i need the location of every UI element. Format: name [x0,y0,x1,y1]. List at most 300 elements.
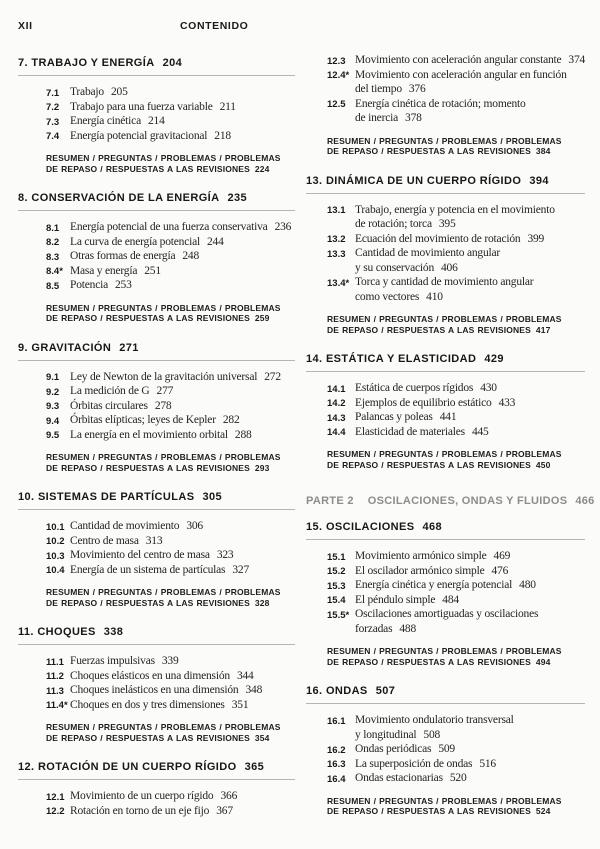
chapter-block [306,521,585,667]
summary-line-1: RESUMEN / PREGUNTAS / PROBLEMAS / PROBLEMAS [46,153,281,163]
summary-line-2-text: DE REPASO / RESPUESTAS A LAS REVISIONES [327,806,531,816]
section-page-number: 214 [147,115,165,127]
chapter-heading [18,192,295,211]
toc-entry [327,564,585,579]
chapter-title-text: 10. SISTEMAS DE PARTÍCULAS [18,491,195,503]
section-title-text: Energía cinética [70,115,141,127]
toc-entry [46,264,295,279]
section-number: 13.1 [327,205,346,216]
section-title [70,519,203,534]
toc-entry [46,129,295,144]
section-title [355,757,496,772]
section-list [46,789,295,818]
section-title-line [355,381,497,396]
toc-entry [46,683,295,698]
section-title [355,410,456,425]
section-title-line [355,68,567,83]
section-page-number: 378 [405,112,422,124]
toc-entry [46,534,295,549]
section-page-number: 218 [214,129,231,142]
summary-block [327,136,585,157]
section-number: 11.3 [46,685,64,697]
part-page-number: 466 [575,495,595,507]
section-title [70,114,165,129]
toc-entry [327,232,585,247]
section-title-line [70,669,254,684]
section-title-line [70,384,173,399]
section-title [70,100,236,115]
section-number: 12.4* [327,70,350,81]
section-title-line [70,789,237,804]
section-title-line [355,217,555,232]
section-title [70,85,128,100]
section-title-text: La medición de G [70,385,150,397]
section-title-text: Otras formas de energía [70,250,176,262]
section-title-text: Movimiento de un cuerpo rígido [70,790,214,802]
section-title-text: Potencia [70,279,108,291]
section-page-number: 344 [236,669,254,682]
section-title-line [70,85,128,100]
section-title [70,264,161,279]
section-title-text: Choques inelásticos en una dimensión [70,684,239,696]
section-page-number: 236 [274,221,292,233]
summary-line-2 [46,463,295,474]
part-heading [306,494,595,508]
summary-line-2 [327,806,585,817]
chapter-block [306,685,585,817]
section-title-text: Movimiento armónico simple [355,550,487,562]
summary-line-2-text: DE REPASO / RESPUESTAS A LAS REVISIONES [327,459,531,470]
summary-line-1: RESUMEN / PREGUNTAS / PROBLEMAS / PROBLEMAS [327,449,562,459]
toc-entry [327,381,585,396]
section-list [327,381,585,439]
running-header-title: CONTENIDO [180,20,249,32]
section-title-line [70,249,199,264]
section-title-line [70,563,249,578]
summary-block [46,153,295,174]
section-title [70,534,162,549]
section-number: 14.3 [327,412,346,424]
toc-entry [46,519,295,534]
section-title [355,564,508,579]
section-title-line [355,53,585,68]
toc-entry [46,698,295,713]
summary-block [46,722,295,743]
section-title [70,384,173,399]
section-page-number: 367 [216,804,233,817]
section-title [355,771,467,786]
section-number: 8.4* [46,266,63,277]
section-page-number: 406 [441,261,458,274]
section-title [355,68,567,97]
section-title-text: como vectores [355,290,420,303]
summary-page-number: 450 [535,459,551,470]
section-title-text: Movimiento ondulatorio transversal [355,714,514,726]
chapter-heading [18,342,295,361]
toc-entry [46,654,295,669]
summary-line-2 [46,733,295,744]
summary-line-2-text: DE REPASO / RESPUESTAS A LAS REVISIONES [46,597,250,608]
summary-line-2 [327,146,585,157]
section-title-line [70,399,171,414]
summary-line-2-text: DE REPASO / RESPUESTAS A LAS REVISIONES [46,732,250,743]
section-page-number: 509 [438,743,455,755]
section-title-line [70,683,262,698]
section-title-text: Estática de cuerpos rígidos [355,382,474,394]
section-title [355,607,538,636]
chapter-block [306,175,585,336]
summary-block [46,303,295,324]
section-title-line [355,275,533,290]
chapter-page-number: 394 [529,174,549,187]
section-title [70,698,248,713]
section-number: 9.3 [46,401,60,412]
toc-entry [327,578,585,593]
section-page-number: 395 [438,218,456,230]
section-number: 7.3 [46,116,60,128]
toc-entry [327,97,585,126]
section-page-number: 410 [426,290,443,303]
summary-line-2 [46,598,295,609]
section-title-text: Trabajo, energía y potencia en el movimiento [355,203,555,216]
section-page-number: 469 [493,550,511,562]
section-number: 12.5 [327,99,346,110]
toc-entry [327,246,585,275]
section-page-number: 351 [231,698,249,711]
folio-page-number: XII [18,20,33,32]
summary-block [46,587,295,608]
section-number: 15.5* [327,609,350,621]
section-title-line [355,396,515,411]
section-list [46,370,295,443]
section-title-line [355,203,555,218]
section-title-line [355,232,544,247]
section-number: 9.5 [46,430,60,441]
summary-line-1: RESUMEN / PREGUNTAS / PROBLEMAS / PROBLEMAS [46,302,281,313]
section-list [46,220,295,293]
chapter-page-number: 468 [422,521,443,533]
section-title-line [355,97,526,112]
section-title-text: Cantidad de movimiento angular [355,247,501,259]
section-title [355,53,585,68]
section-title-text: Cantidad de movimiento [70,520,180,532]
section-page-number: 374 [568,54,586,66]
summary-page-number: 494 [535,656,551,667]
section-page-number: 248 [182,250,200,262]
summary-line-2 [327,657,585,668]
chapter-heading [18,491,295,510]
section-page-number: 484 [442,593,459,606]
section-number: 11.2 [46,671,64,682]
chapter-title-text: 16. ONDAS [306,685,368,697]
chapter-page-number: 271 [119,341,139,354]
chapter-title-text: 7. TRABAJO Y ENERGÍA [18,57,155,69]
section-page-number: 508 [423,728,441,741]
section-title-line [355,742,455,757]
section-title-line [355,82,567,97]
section-title-text: forzadas [355,622,393,635]
section-page-number: 323 [216,549,234,561]
part-title: OSCILACIONES, ONDAS Y FLUIDOS [367,495,568,507]
section-page-number: 278 [154,399,172,412]
summary-line-2 [46,313,295,324]
section-title-text: Trabajo para una fuerza variable [70,100,213,113]
summary-block [46,452,295,473]
toc-entry [327,757,585,772]
section-title [355,232,544,247]
chapter-page-number: 507 [375,685,396,697]
toc-column-right [306,53,595,817]
section-page-number: 277 [156,385,174,397]
chapter-heading [18,626,295,645]
section-number: 11.1 [46,656,64,668]
toc-entry [46,249,295,264]
toc-entry [327,549,585,564]
toc-entry [327,68,585,97]
section-title [355,549,510,564]
section-title-text: Torca y cantidad de movimiento angular [355,276,534,288]
section-page-number: 211 [219,100,236,113]
chapter-title-text: 14. ESTÁTICA Y ELASTICIDAD [306,353,477,365]
section-title [355,97,526,126]
section-title-text: Energía potencial de una fuerza conservativa [70,221,268,233]
toc-entry [46,548,295,563]
section-title [70,669,254,684]
toc-entry [46,114,295,129]
section-title-text: y su conservación [355,261,434,274]
section-number: 14.2 [327,398,346,409]
section-page-number: 251 [144,264,161,277]
section-page-number: 476 [491,564,509,577]
summary-block [327,796,585,817]
section-page-number: 306 [186,520,203,532]
section-title-line [355,757,496,772]
section-title [355,578,536,593]
toc-entry [46,428,295,443]
toc-entry [46,220,295,235]
chapter-page-number: 305 [202,491,223,503]
toc-entry [327,275,585,304]
section-page-number: 433 [498,396,516,409]
section-title-text: La superposición de ondas [355,757,473,770]
summary-block [327,314,585,335]
section-title [70,654,179,669]
section-title-text: Energía potencial gravitacional [70,129,208,142]
section-page-number: 376 [408,83,426,95]
section-number: 13.4* [327,277,350,289]
section-title-text: Choques elásticos en una dimensión [70,669,230,682]
chapter-block [18,761,295,818]
toc-entry [327,53,585,68]
chapter-title-text: 13. DINÁMICA DE UN CUERPO RÍGIDO [306,174,522,187]
section-title-text: Fuerzas impulsivas [70,655,155,667]
section-title-line [355,246,500,261]
toc-entry [46,669,295,684]
section-title [70,428,252,443]
section-title [355,593,459,608]
section-page-number: 520 [449,772,467,784]
section-page-number: 430 [480,382,497,394]
section-number: 11.4* [46,700,68,711]
section-title-line [355,549,510,564]
section-title-text: La energía en el movimiento orbital [70,428,228,441]
section-number: 7.1 [46,87,60,99]
toc-entry [46,370,295,385]
section-title-line [355,290,533,305]
summary-line-1: RESUMEN / PREGUNTAS / PROBLEMAS / PROBLEMAS [327,646,562,656]
section-number: 15.4 [327,595,346,606]
chapter-page-number: 429 [484,353,504,365]
summary-page-number: 384 [535,146,551,156]
chapter-block [18,57,295,174]
section-title-line [70,519,203,534]
toc-entry [46,235,295,250]
section-title-line [355,564,508,579]
toc-entry [327,771,585,786]
section-number: 8.5 [46,280,60,292]
chapter-page-number: 204 [162,57,183,69]
section-title-text: Energía cinética y energía potencial [355,579,513,591]
section-title [355,381,497,396]
summary-line-2-text: DE REPASO / RESPUESTAS A LAS REVISIONES [46,163,250,174]
section-list [46,654,295,712]
chapter-block [306,353,585,470]
section-title [70,683,262,698]
section-title-text: Choques en dos y tres dimensiones [70,698,225,711]
section-title-line [70,548,233,563]
section-number: 10.1 [46,521,65,533]
section-title [355,396,515,411]
summary-line-1: RESUMEN / PREGUNTAS / PROBLEMAS / PROBLEMAS [327,795,562,806]
summary-line-2-text: DE REPASO / RESPUESTAS A LAS REVISIONES [327,324,531,335]
section-page-number: 366 [220,790,238,802]
section-title-line [70,654,179,669]
summary-page-number: 224 [254,163,270,174]
section-number: 7.2 [46,102,60,113]
section-title [70,563,249,578]
section-list [327,549,585,636]
summary-page-number: 524 [535,806,551,816]
section-title-line [70,370,281,385]
section-list [46,519,295,577]
section-title-text: Masa y energía [70,264,138,277]
section-title-text: de inercia [355,112,399,124]
chapter-block [18,626,295,743]
chapter-title-text: 15. OSCILACIONES [306,521,415,533]
part-label: PARTE 2 [306,495,354,507]
section-title-line [355,713,514,728]
section-title-text: El oscilador armónico simple [355,564,485,577]
section-title-text: Oscilaciones amortiguadas y oscilaciones [355,608,539,620]
section-title [70,789,237,804]
section-number: 8.1 [46,222,60,234]
section-page-number: 282 [222,414,240,426]
toc-entry [46,384,295,399]
section-number: 8.3 [46,251,60,263]
section-title-line [70,264,161,279]
summary-line-2 [46,164,295,175]
section-title-text: La curva de energía potencial [70,235,200,248]
summary-page-number: 259 [254,313,270,323]
section-title-text: y longitudinal [355,728,417,741]
toc-entry [46,278,295,293]
section-number: 10.2 [46,536,65,547]
toc-entry [46,789,295,804]
section-title-line [355,410,456,425]
summary-page-number: 328 [254,597,270,608]
section-title-line [70,804,233,819]
section-number: 7.4 [46,131,60,142]
toc-entry [46,399,295,414]
section-title-line [70,220,291,235]
section-number: 15.3 [327,580,346,592]
section-title-text: Energía cinética de rotación; momento [355,97,526,110]
section-title-line [70,235,224,250]
summary-line-1: RESUMEN / PREGUNTAS / PROBLEMAS / PROBLEMAS [327,314,562,324]
section-title-line [355,607,538,622]
section-page-number: 313 [145,534,163,547]
toc-entry [46,85,295,100]
summary-line-1: RESUMEN / PREGUNTAS / PROBLEMAS / PROBLEMAS [327,135,562,146]
section-title-line [355,425,489,440]
toc-entry [327,607,585,636]
section-title-text: Ejemplos de equilibrio estático [355,396,492,409]
toc-entry [46,804,295,819]
summary-line-2-text: DE REPASO / RESPUESTAS A LAS REVISIONES [327,146,531,156]
section-number: 9.1 [46,372,60,383]
section-number: 15.2 [327,566,346,577]
summary-block [327,449,585,470]
section-title-line [355,728,514,743]
section-title-text: Elasticidad de materiales [355,425,465,438]
chapter-heading [18,761,295,780]
section-title-line [70,413,240,428]
section-title-line [70,114,165,129]
section-page-number: 244 [207,235,224,248]
section-page-number: 253 [115,279,132,291]
section-title-text: Rotación en torno de un eje fijo [70,804,210,817]
chapter-block [18,491,295,608]
chapter-heading [18,57,295,76]
section-title [70,548,233,563]
section-number: 12.3 [327,55,346,67]
section-title-line [355,771,467,786]
section-page-number: 339 [161,655,179,667]
toc-entry [327,203,585,232]
section-title-line [70,129,231,144]
chapter-title-text: 9. GRAVITACIÓN [18,341,112,354]
section-title-line [70,698,248,713]
section-title-line [355,111,526,126]
section-number: 12.2 [46,806,65,817]
toc-entry [46,563,295,578]
chapter-block [18,342,295,474]
section-number: 14.1 [327,383,346,395]
section-number: 16.4 [327,773,346,785]
section-title [70,129,231,144]
section-title-line [70,278,132,293]
section-title-text: El péndulo simple [355,593,436,606]
chapter-heading [306,175,585,194]
toc-entry [46,100,295,115]
section-title-line [70,534,162,549]
chapter-title-text: 11. CHOQUES [18,626,96,638]
section-title-text: de rotación; torca [355,218,432,230]
section-page-number: 480 [519,579,536,591]
section-title [355,246,500,275]
section-page-number: 445 [471,425,489,438]
section-title [70,370,281,385]
